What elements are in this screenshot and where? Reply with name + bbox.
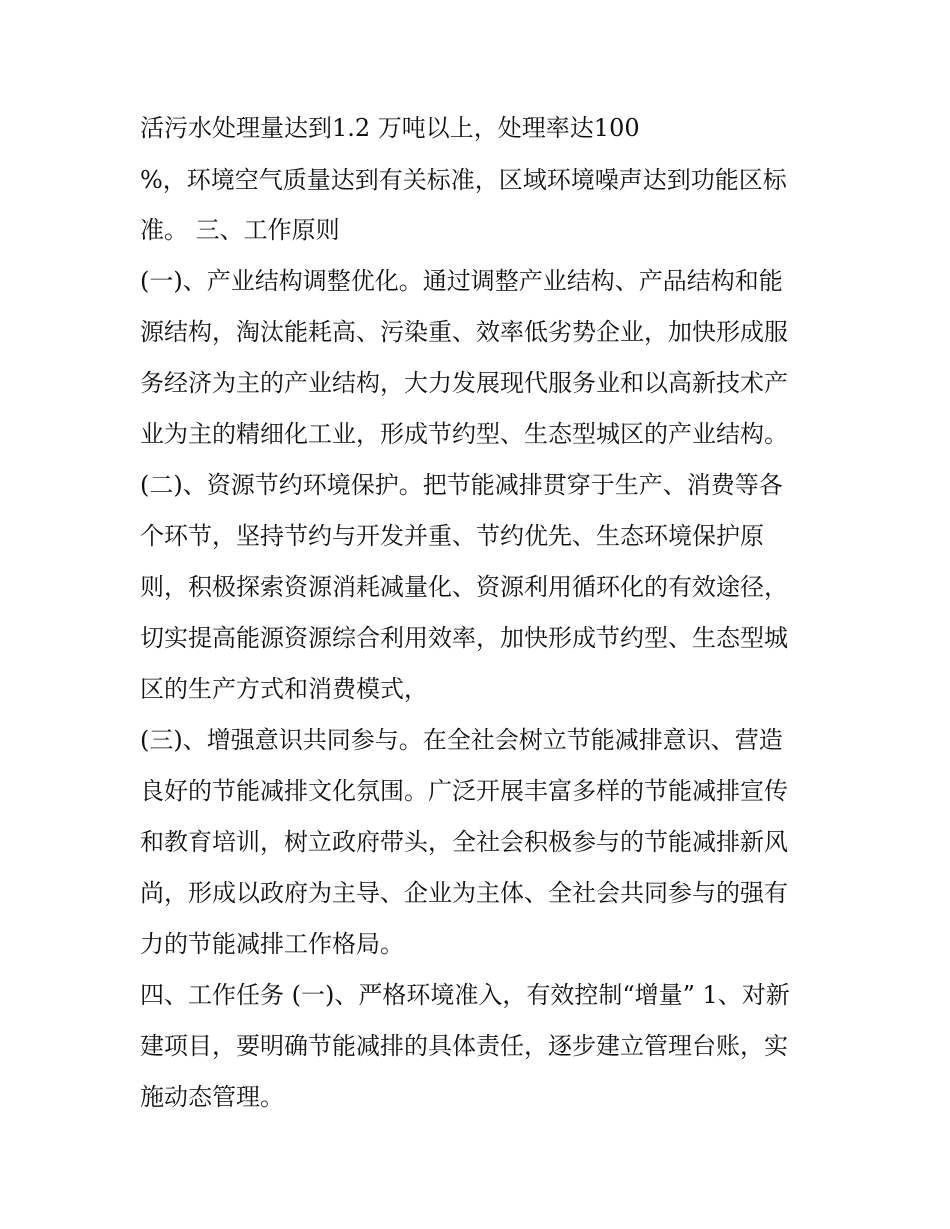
- text-line: 切实提高能源资源综合利用效率，加快形成节约型、生态型城: [140, 624, 788, 652]
- text-line: 尚，形成以政府为主导、企业为主体、全社会共同参与的强有: [140, 879, 788, 907]
- text-line: 建项目，要明确节能减排的具体责任，逐步建立管理台账，实: [140, 1032, 788, 1060]
- text-line: (一)、产业结构调整优化。通过调整产业结构、产品结构和能: [140, 267, 783, 295]
- text-line: 业为主的精细化工业，形成节约型、生态型城区的产业结构。: [140, 420, 788, 448]
- text-line: 个环节，坚持节约与开发并重、节约优先、生态环境保护原: [140, 522, 764, 550]
- text-line: 务经济为主的产业结构，大力发展现代服务业和以高新技术产: [140, 369, 788, 397]
- text-line: 源结构，淘汰能耗高、污染重、效率低劣势企业，加快形成服: [140, 318, 788, 346]
- text-line: (二)、资源节约环境保护。把节能减排贯穿于生产、消费等各: [140, 471, 783, 499]
- text-line: 准。 三、工作原则: [140, 216, 340, 244]
- text-line: %，环境空气质量达到有关标准，区域环境噪声达到功能区标: [140, 166, 787, 194]
- text-line: 良好的节能减排文化氛围。广泛开展丰富多样的节能减排宣传: [140, 777, 788, 805]
- text-line: 施动态管理。: [140, 1083, 284, 1111]
- text-line: (三)、增强意识共同参与。在全社会树立节能减排意识、营造: [140, 726, 783, 754]
- text-line: 则，积极探索资源消耗减量化、资源利用循环化的有效途径，: [140, 573, 788, 601]
- text-line: 力的节能减排工作格局。: [140, 930, 404, 958]
- text-line: 四、工作任务 (一)、严格环境准入，有效控制“增量” 1、对新: [140, 981, 790, 1009]
- text-line: 和教育培训，树立政府带头，全社会积极参与的节能减排新风: [140, 828, 788, 856]
- text-line: 区的生产方式和消费模式，: [140, 675, 428, 703]
- text-line: 活污水处理量达到1.2 万吨以上，处理率达100: [140, 114, 640, 142]
